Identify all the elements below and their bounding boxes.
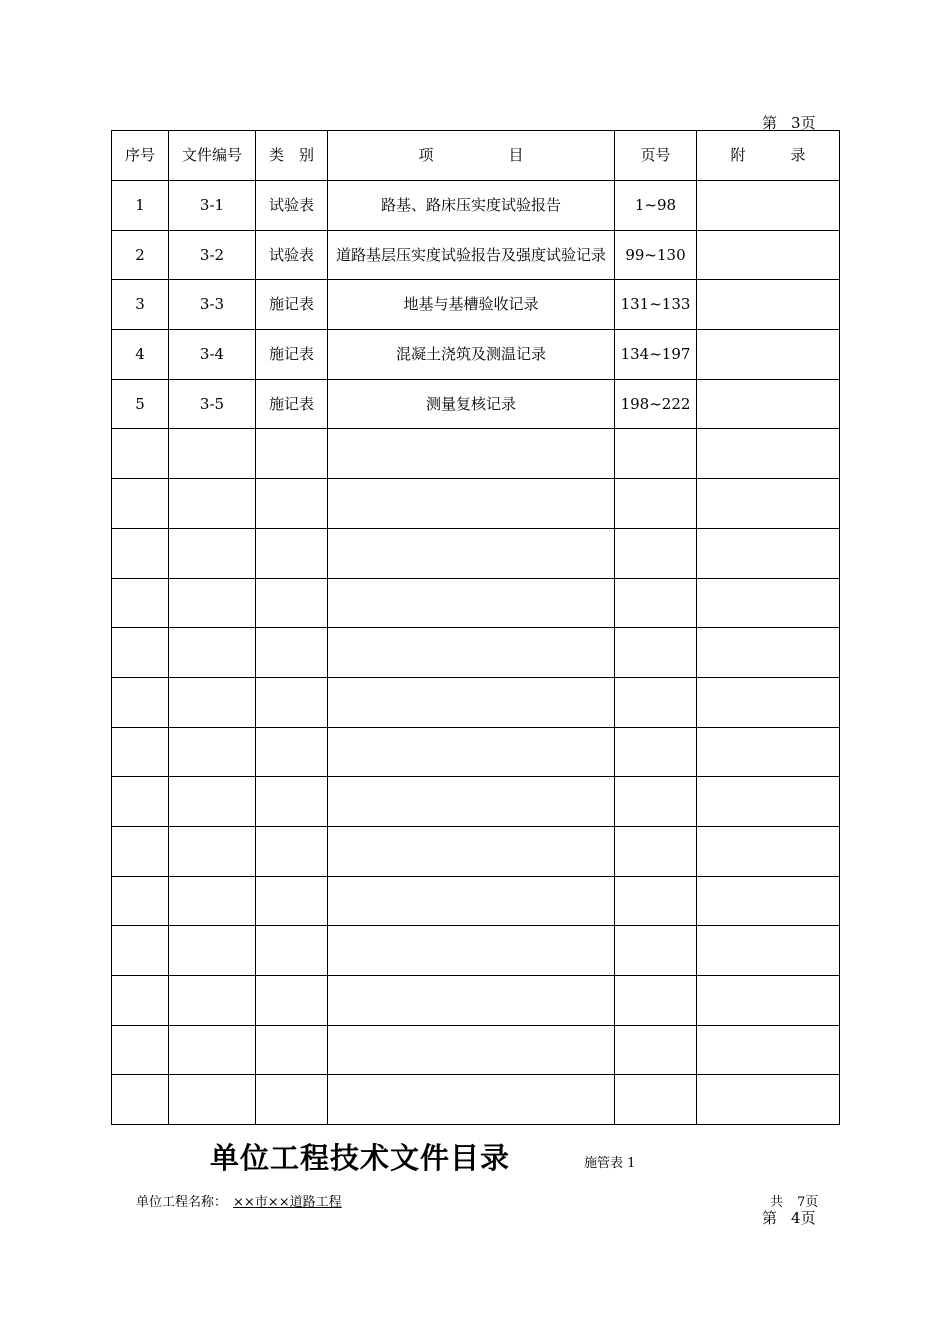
cell-category [256,628,328,678]
cell-category [256,1025,328,1075]
cell-pages [615,826,697,876]
cell-category [256,1075,328,1125]
cell-appendix [697,826,840,876]
page-suffix: 页 [800,1209,816,1227]
header-pages: 页号 [615,131,697,181]
page-number: 3 [791,114,801,132]
table-row [112,1075,840,1125]
cell-appendix [697,777,840,827]
cell-appendix [697,976,840,1026]
cell-item [328,479,615,529]
cell-seq: 2 [112,230,169,280]
cell-seq [112,876,169,926]
cell-pages: 131~133 [615,280,697,330]
cell-file-no: 3-3 [169,280,256,330]
cell-file-no [169,876,256,926]
table-row [112,777,840,827]
cell-item: 路基、路床压实度试验报告 [328,181,615,231]
cell-item [328,628,615,678]
cell-category [256,926,328,976]
page-number-bottom [762,1207,816,1228]
cell-seq [112,628,169,678]
cell-file-no [169,976,256,1026]
cell-item [328,777,615,827]
cell-file-no [169,628,256,678]
cell-pages [615,1075,697,1125]
table-row [112,1025,840,1075]
cell-seq: 5 [112,379,169,429]
cell-category [256,578,328,628]
form-code: 施管表 1 [584,1156,636,1171]
cell-file-no [169,727,256,777]
cell-appendix [697,628,840,678]
cell-file-no: 3-4 [169,330,256,380]
cell-pages [615,628,697,678]
cell-item [328,528,615,578]
cell-seq [112,528,169,578]
cell-seq [112,976,169,1026]
table-row [112,677,840,727]
cell-seq [112,578,169,628]
cell-appendix [697,330,840,380]
cell-pages [615,976,697,1026]
cell-pages [615,429,697,479]
cell-appendix [697,876,840,926]
cell-appendix [697,479,840,529]
cell-item [328,578,615,628]
cell-seq [112,1025,169,1075]
cell-file-no: 3-5 [169,379,256,429]
cell-item [328,926,615,976]
cell-category [256,479,328,529]
cell-category [256,528,328,578]
cell-file-no [169,578,256,628]
cell-category [256,876,328,926]
unit-name-value: ××市××道路工程 [233,1195,342,1210]
cell-item [328,976,615,1026]
cell-appendix [697,677,840,727]
table-row [112,230,840,280]
cell-seq: 1 [112,181,169,231]
header-file-no: 文件编号 [169,131,256,181]
cell-item: 道路基层压实度试验报告及强度试验记录 [328,230,615,280]
cell-item: 地基与基槽验收记录 [328,280,615,330]
cell-appendix [697,1075,840,1125]
cell-category [256,777,328,827]
cell-item: 混凝土浇筑及测温记录 [328,330,615,380]
page-number: 4 [791,1209,801,1227]
cell-pages: 1~98 [615,181,697,231]
cell-seq [112,727,169,777]
cell-pages: 198~222 [615,379,697,429]
table-row [112,280,840,330]
cell-file-no: 3-1 [169,181,256,231]
cell-pages: 99~130 [615,230,697,280]
cell-item [328,727,615,777]
cell-category [256,677,328,727]
cell-category [256,429,328,479]
table-row [112,181,840,231]
cell-item [328,677,615,727]
table-row [112,628,840,678]
cell-category: 试验表 [256,181,328,231]
cell-pages [615,528,697,578]
cell-category [256,976,328,1026]
cell-pages [615,777,697,827]
table-row [112,379,840,429]
cell-file-no [169,926,256,976]
cell-seq: 4 [112,330,169,380]
cell-pages [615,479,697,529]
cell-pages [615,677,697,727]
cell-file-no [169,777,256,827]
cell-appendix [697,578,840,628]
cell-file-no [169,479,256,529]
table-row [112,727,840,777]
cell-item [328,1075,615,1125]
cell-appendix [697,528,840,578]
cell-file-no [169,528,256,578]
page-prefix: 第 [762,114,778,132]
cell-item [328,429,615,479]
cell-category: 施记表 [256,330,328,380]
cell-seq [112,429,169,479]
cell-category [256,826,328,876]
cell-pages: 134~197 [615,330,697,380]
table-row [112,876,840,926]
cell-category [256,727,328,777]
cell-appendix [697,1025,840,1075]
cell-file-no [169,677,256,727]
header-appendix: 附 录 [697,131,840,181]
cell-appendix [697,230,840,280]
cell-file-no [169,1025,256,1075]
header-item: 项 目 [328,131,615,181]
header-seq: 序号 [112,131,169,181]
table-row [112,578,840,628]
table-row [112,826,840,876]
unit-name-line [136,1191,348,1210]
header-category: 类 别 [256,131,328,181]
cell-item: 测量复核记录 [328,379,615,429]
cell-item [328,1025,615,1075]
cell-file-no [169,826,256,876]
cell-appendix [697,429,840,479]
document-index-table [111,130,840,1125]
cell-pages [615,926,697,976]
cell-appendix [697,181,840,231]
cell-seq [112,479,169,529]
cell-file-no [169,1075,256,1125]
page-prefix: 第 [762,1209,778,1227]
cell-item [328,826,615,876]
cell-item [328,876,615,926]
table-row [112,330,840,380]
cell-category: 施记表 [256,280,328,330]
total-prefix: 共 [770,1195,784,1210]
table-header-row [112,131,840,181]
unit-name-label: 单位工程名称： [136,1195,228,1210]
total-suffix: 页 [805,1195,819,1210]
cell-seq [112,926,169,976]
table-row [112,976,840,1026]
total-number: 7 [797,1195,806,1210]
cell-file-no [169,429,256,479]
cell-pages [615,876,697,926]
table-row [112,528,840,578]
cell-appendix [697,926,840,976]
table-row [112,479,840,529]
cell-category: 施记表 [256,379,328,429]
cell-appendix [697,280,840,330]
page-suffix: 页 [800,114,816,132]
cell-pages [615,578,697,628]
cell-seq [112,1075,169,1125]
cell-pages [615,727,697,777]
cell-file-no: 3-2 [169,230,256,280]
cell-category: 试验表 [256,230,328,280]
document-title: 单位工程技术文件目录 [210,1141,511,1175]
table-row [112,926,840,976]
cell-seq [112,777,169,827]
cell-appendix [697,727,840,777]
cell-pages [615,1025,697,1075]
cell-seq: 3 [112,280,169,330]
cell-seq [112,677,169,727]
cell-seq [112,826,169,876]
table-row [112,429,840,479]
cell-appendix [697,379,840,429]
